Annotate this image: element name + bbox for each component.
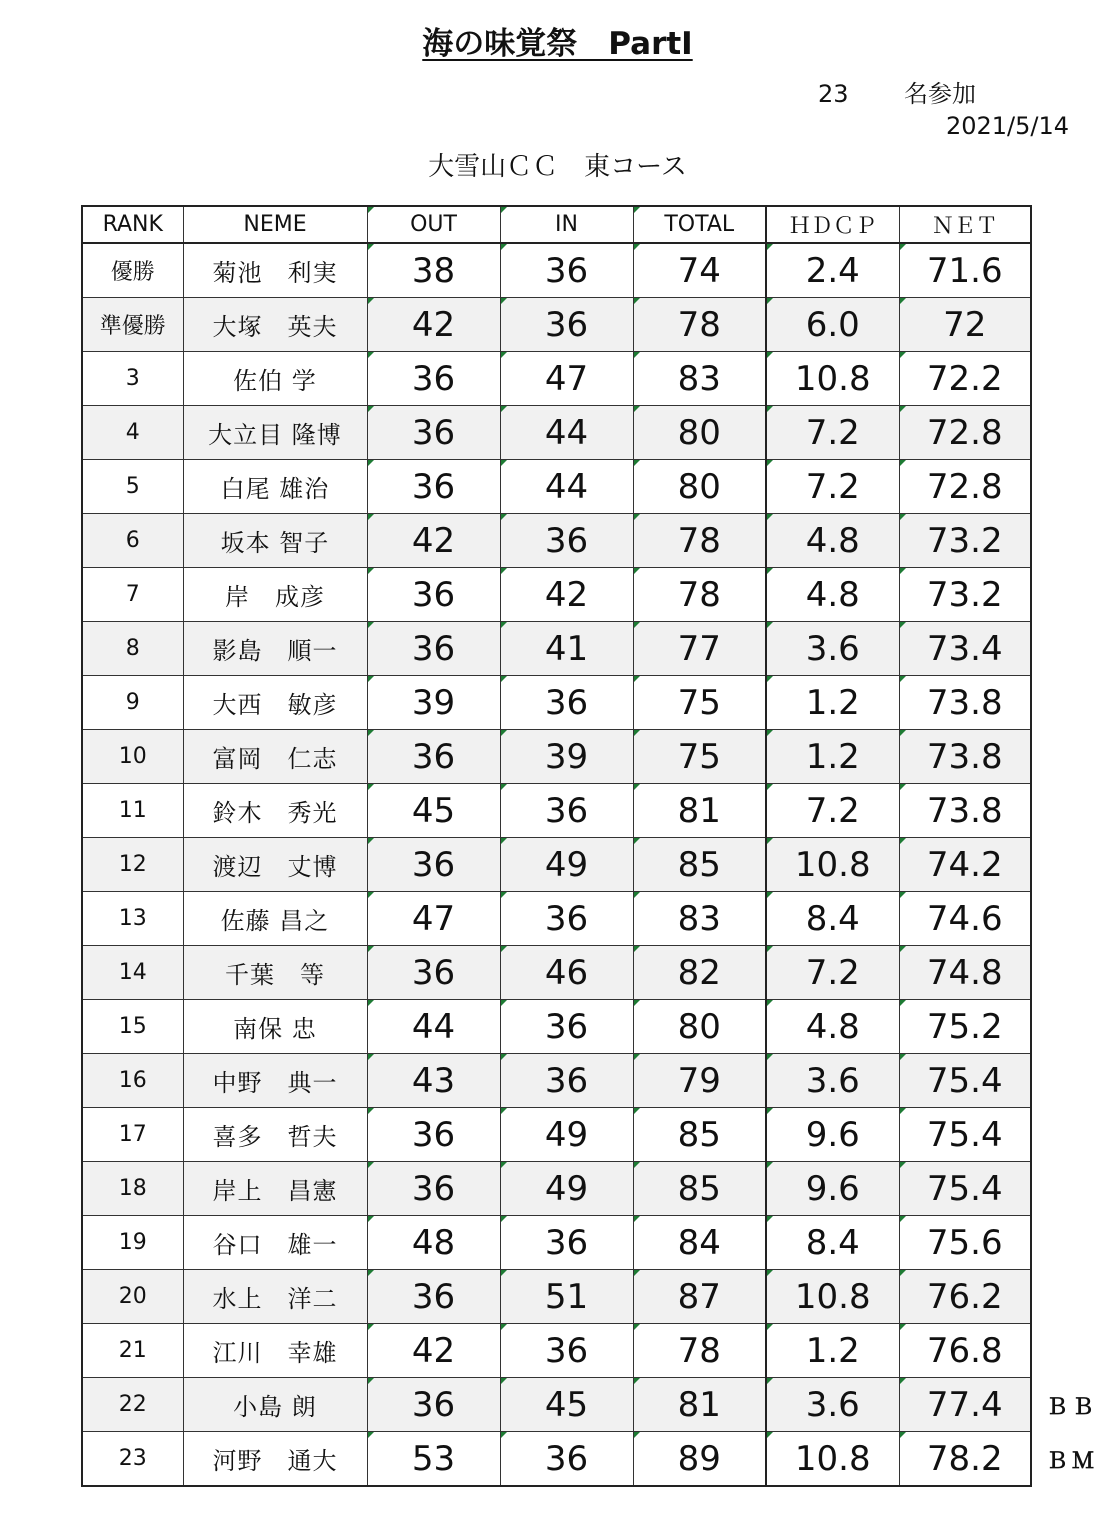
- header-hdcp: ＨＤＣＰ: [766, 206, 899, 243]
- in-cell: 49: [500, 1162, 633, 1216]
- table-row: [82, 676, 1031, 730]
- in-cell: 49: [500, 1108, 633, 1162]
- net-cell: 75.2: [899, 1000, 1031, 1054]
- out-cell: 36: [367, 1378, 500, 1432]
- net-cell: 76.2: [899, 1270, 1031, 1324]
- event-date: 2021/5/14: [945, 112, 1069, 140]
- name-cell: 南保 忠: [183, 1000, 367, 1054]
- hdcp-cell: 1.2: [766, 676, 899, 730]
- total-cell: 85: [633, 1108, 766, 1162]
- name-cell: 小島 朗: [183, 1378, 367, 1432]
- hdcp-cell: 10.8: [766, 1432, 899, 1487]
- out-cell: 47: [367, 892, 500, 946]
- participant-count-value: 23: [818, 80, 849, 108]
- net-cell: 73.8: [899, 784, 1031, 838]
- name-cell: 大立目 隆博: [183, 406, 367, 460]
- out-cell: 44: [367, 1000, 500, 1054]
- out-cell: 42: [367, 1324, 500, 1378]
- total-cell: 83: [633, 892, 766, 946]
- rank-cell: 15: [82, 1000, 183, 1054]
- total-cell: 85: [633, 838, 766, 892]
- side-label-bb: ＢＢ: [1046, 1395, 1099, 1420]
- total-cell: 85: [633, 1162, 766, 1216]
- total-cell: 84: [633, 1216, 766, 1270]
- table-row: [82, 1216, 1031, 1270]
- in-cell: 36: [500, 892, 633, 946]
- out-cell: 42: [367, 514, 500, 568]
- name-cell: 水上 洋二: [183, 1270, 367, 1324]
- hdcp-cell: 10.8: [766, 838, 899, 892]
- rank-cell: 17: [82, 1108, 183, 1162]
- hdcp-cell: 8.4: [766, 1216, 899, 1270]
- table-row: [82, 352, 1031, 406]
- name-cell: 大西 敏彦: [183, 676, 367, 730]
- in-cell: 36: [500, 1324, 633, 1378]
- hdcp-cell: 3.6: [766, 1054, 899, 1108]
- net-cell: 77.4: [899, 1378, 1031, 1432]
- hdcp-cell: 4.8: [766, 514, 899, 568]
- side-label-bm: ＢＭ: [1046, 1449, 1099, 1474]
- rank-cell: 8: [82, 622, 183, 676]
- net-cell: 73.8: [899, 676, 1031, 730]
- in-cell: 47: [500, 352, 633, 406]
- out-cell: 43: [367, 1054, 500, 1108]
- name-cell: 渡辺 丈博: [183, 838, 367, 892]
- in-cell: 45: [500, 1378, 633, 1432]
- rank-cell: 21: [82, 1324, 183, 1378]
- in-cell: 46: [500, 946, 633, 1000]
- hdcp-cell: 10.8: [766, 352, 899, 406]
- table-row: [82, 514, 1031, 568]
- name-cell: 江川 幸雄: [183, 1324, 367, 1378]
- hdcp-cell: 4.8: [766, 1000, 899, 1054]
- net-cell: 72.8: [899, 460, 1031, 514]
- total-cell: 78: [633, 1324, 766, 1378]
- in-cell: 36: [500, 298, 633, 352]
- in-cell: 36: [500, 1216, 633, 1270]
- net-cell: 73.8: [899, 730, 1031, 784]
- name-cell: 河野 通大: [183, 1432, 367, 1487]
- name-cell: 千葉 等: [183, 946, 367, 1000]
- out-cell: 48: [367, 1216, 500, 1270]
- rank-cell: 10: [82, 730, 183, 784]
- hdcp-cell: 3.6: [766, 622, 899, 676]
- net-cell: 72.8: [899, 406, 1031, 460]
- hdcp-cell: 3.6: [766, 1378, 899, 1432]
- name-cell: 谷口 雄一: [183, 1216, 367, 1270]
- table-row: [82, 1108, 1031, 1162]
- results-table: [81, 205, 1032, 1487]
- net-cell: 73.4: [899, 622, 1031, 676]
- net-cell: 72.2: [899, 352, 1031, 406]
- hdcp-cell: 6.0: [766, 298, 899, 352]
- in-cell: 44: [500, 460, 633, 514]
- total-cell: 89: [633, 1432, 766, 1487]
- total-cell: 77: [633, 622, 766, 676]
- header-rank: RANK: [82, 206, 183, 243]
- out-cell: 36: [367, 1162, 500, 1216]
- table-row: [82, 1162, 1031, 1216]
- out-cell: 36: [367, 568, 500, 622]
- out-cell: 36: [367, 352, 500, 406]
- in-cell: 36: [500, 1432, 633, 1487]
- total-cell: 79: [633, 1054, 766, 1108]
- name-cell: 岸 成彦: [183, 568, 367, 622]
- name-cell: 大塚 英夫: [183, 298, 367, 352]
- table-row: [82, 568, 1031, 622]
- table-row: [82, 460, 1031, 514]
- out-cell: 36: [367, 946, 500, 1000]
- total-cell: 75: [633, 730, 766, 784]
- rank-cell: 6: [82, 514, 183, 568]
- rank-cell: 19: [82, 1216, 183, 1270]
- in-cell: 49: [500, 838, 633, 892]
- in-cell: 51: [500, 1270, 633, 1324]
- in-cell: 39: [500, 730, 633, 784]
- in-cell: 36: [500, 514, 633, 568]
- hdcp-cell: 8.4: [766, 892, 899, 946]
- net-cell: 75.6: [899, 1216, 1031, 1270]
- header-total: TOTAL: [633, 206, 766, 243]
- table-row: [82, 892, 1031, 946]
- out-cell: 36: [367, 838, 500, 892]
- name-cell: 佐伯 学: [183, 352, 367, 406]
- page-title: 海の味覚祭 PartⅠ: [422, 26, 693, 62]
- out-cell: 36: [367, 1270, 500, 1324]
- in-cell: 36: [500, 784, 633, 838]
- table-row: [82, 1054, 1031, 1108]
- in-cell: 36: [500, 1054, 633, 1108]
- rank-cell: 4: [82, 406, 183, 460]
- header-name: NEME: [183, 206, 367, 243]
- hdcp-cell: 1.2: [766, 1324, 899, 1378]
- rank-cell: 5: [82, 460, 183, 514]
- total-cell: 75: [633, 676, 766, 730]
- rank-cell: 優勝: [82, 243, 183, 298]
- table-row: [82, 784, 1031, 838]
- name-cell: 白尾 雄治: [183, 460, 367, 514]
- out-cell: 36: [367, 730, 500, 784]
- name-cell: 喜多 哲夫: [183, 1108, 367, 1162]
- out-cell: 36: [367, 622, 500, 676]
- rank-cell: 18: [82, 1162, 183, 1216]
- total-cell: 78: [633, 298, 766, 352]
- out-cell: 36: [367, 460, 500, 514]
- rank-cell: 16: [82, 1054, 183, 1108]
- name-cell: 岸上 昌憲: [183, 1162, 367, 1216]
- rank-cell: 3: [82, 352, 183, 406]
- out-cell: 36: [367, 406, 500, 460]
- table-row: [82, 406, 1031, 460]
- participant-count-label: 名参加: [904, 80, 976, 108]
- rank-cell: 11: [82, 784, 183, 838]
- rank-cell: 13: [82, 892, 183, 946]
- hdcp-cell: 7.2: [766, 460, 899, 514]
- rank-cell: 20: [82, 1270, 183, 1324]
- rank-cell: 7: [82, 568, 183, 622]
- net-cell: 74.2: [899, 838, 1031, 892]
- rank-cell: 準優勝: [82, 298, 183, 352]
- name-cell: 佐藤 昌之: [183, 892, 367, 946]
- in-cell: 44: [500, 406, 633, 460]
- net-cell: 73.2: [899, 568, 1031, 622]
- net-cell: 73.2: [899, 514, 1031, 568]
- net-cell: 76.8: [899, 1324, 1031, 1378]
- hdcp-cell: 9.6: [766, 1108, 899, 1162]
- total-cell: 80: [633, 460, 766, 514]
- in-cell: 36: [500, 243, 633, 298]
- total-cell: 83: [633, 352, 766, 406]
- in-cell: 36: [500, 1000, 633, 1054]
- net-cell: 74.8: [899, 946, 1031, 1000]
- rank-cell: 23: [82, 1432, 183, 1487]
- net-cell: 75.4: [899, 1054, 1031, 1108]
- header-net: ＮＥＴ: [899, 206, 1031, 243]
- table-row: [82, 1432, 1031, 1487]
- table-row: [82, 1000, 1031, 1054]
- name-cell: 影島 順一: [183, 622, 367, 676]
- total-cell: 74: [633, 243, 766, 298]
- table-row: [82, 946, 1031, 1000]
- out-cell: 38: [367, 243, 500, 298]
- total-cell: 81: [633, 784, 766, 838]
- in-cell: 36: [500, 676, 633, 730]
- table-row: [82, 1324, 1031, 1378]
- name-cell: 鈴木 秀光: [183, 784, 367, 838]
- out-cell: 45: [367, 784, 500, 838]
- total-cell: 81: [633, 1378, 766, 1432]
- table-row: [82, 1378, 1031, 1432]
- out-cell: 39: [367, 676, 500, 730]
- hdcp-cell: 10.8: [766, 1270, 899, 1324]
- hdcp-cell: 7.2: [766, 946, 899, 1000]
- header-in: IN: [500, 206, 633, 243]
- total-cell: 82: [633, 946, 766, 1000]
- hdcp-cell: 7.2: [766, 784, 899, 838]
- in-cell: 42: [500, 568, 633, 622]
- table-row: [82, 243, 1031, 298]
- total-cell: 80: [633, 1000, 766, 1054]
- net-cell: 72: [899, 298, 1031, 352]
- venue-name: 大雪山ＣＣ 東コース: [428, 152, 687, 182]
- name-cell: 富岡 仁志: [183, 730, 367, 784]
- hdcp-cell: 7.2: [766, 406, 899, 460]
- rank-cell: 22: [82, 1378, 183, 1432]
- table-row: [82, 622, 1031, 676]
- hdcp-cell: 2.4: [766, 243, 899, 298]
- table-row: [82, 1270, 1031, 1324]
- header-out: OUT: [367, 206, 500, 243]
- out-cell: 42: [367, 298, 500, 352]
- net-cell: 75.4: [899, 1108, 1031, 1162]
- rank-cell: 9: [82, 676, 183, 730]
- out-cell: 53: [367, 1432, 500, 1487]
- table-row: [82, 298, 1031, 352]
- total-cell: 78: [633, 514, 766, 568]
- hdcp-cell: 4.8: [766, 568, 899, 622]
- total-cell: 80: [633, 406, 766, 460]
- name-cell: 坂本 智子: [183, 514, 367, 568]
- net-cell: 74.6: [899, 892, 1031, 946]
- net-cell: 78.2: [899, 1432, 1031, 1487]
- total-cell: 78: [633, 568, 766, 622]
- total-cell: 87: [633, 1270, 766, 1324]
- name-cell: 菊池 利実: [183, 243, 367, 298]
- rank-cell: 12: [82, 838, 183, 892]
- in-cell: 41: [500, 622, 633, 676]
- net-cell: 75.4: [899, 1162, 1031, 1216]
- table-row: [82, 838, 1031, 892]
- name-cell: 中野 典一: [183, 1054, 367, 1108]
- out-cell: 36: [367, 1108, 500, 1162]
- hdcp-cell: 1.2: [766, 730, 899, 784]
- net-cell: 71.6: [899, 243, 1031, 298]
- rank-cell: 14: [82, 946, 183, 1000]
- table-header-row: [82, 206, 1031, 243]
- hdcp-cell: 9.6: [766, 1162, 899, 1216]
- table-row: [82, 730, 1031, 784]
- participant-count: [818, 74, 976, 109]
